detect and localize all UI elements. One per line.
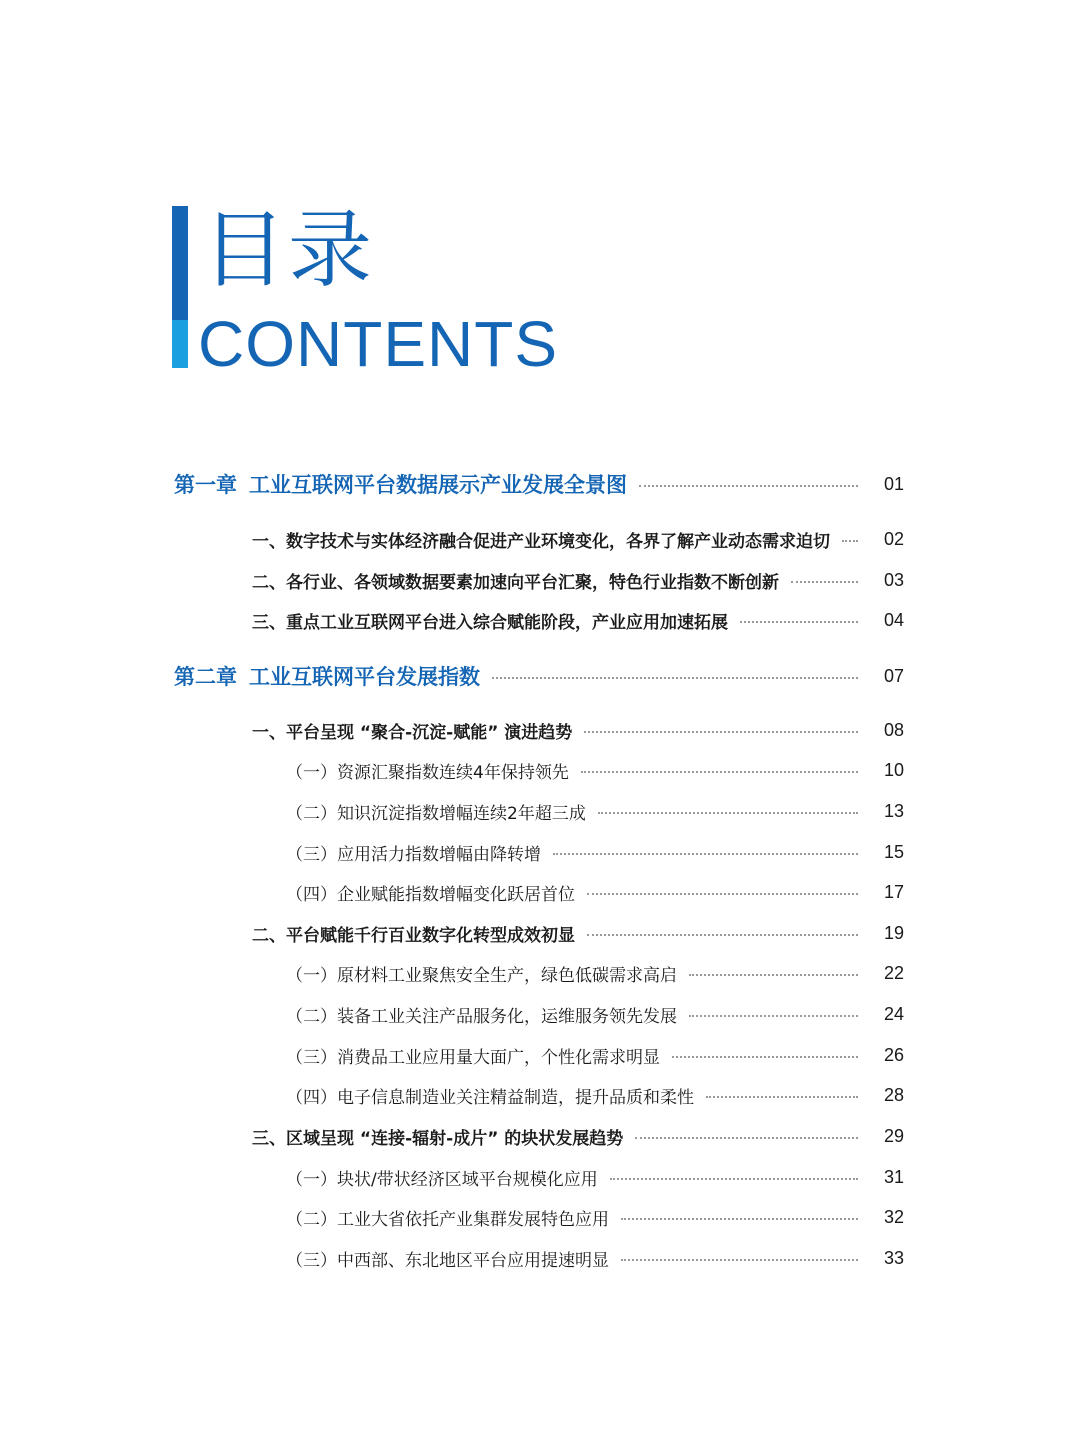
toc-page-number: 33	[883, 1247, 904, 1268]
dot-leader	[621, 1259, 858, 1261]
toc-entry-text: （一）资源汇聚指数连续4年保持领先	[286, 762, 569, 783]
dot-leader	[584, 731, 858, 733]
dot-leader	[621, 1218, 858, 1220]
toc-entry-section[interactable]	[252, 519, 904, 559]
dot-leader	[791, 581, 858, 583]
toc-entry-sub[interactable]	[286, 791, 904, 831]
toc-entry-section[interactable]	[252, 913, 904, 953]
toc-entry-label	[286, 1083, 694, 1108]
toc-entry-text: 三、重点工业互联网平台进入综合赋能阶段，产业应用加速拓展	[252, 612, 728, 633]
dot-leader	[587, 934, 858, 936]
toc-page-number: 28	[883, 1084, 904, 1105]
chapter-number: 第二章	[174, 665, 237, 689]
toc-entry-section[interactable]	[252, 600, 904, 640]
toc-page-number: 22	[883, 962, 904, 983]
toc-entry-text: （三）消费品工业应用量大面广，个性化需求明显	[286, 1047, 660, 1068]
toc-page-number: 03	[883, 569, 904, 590]
dot-leader	[842, 540, 858, 542]
toc-entry-sub[interactable]	[286, 750, 904, 790]
toc-entry-text: 二、各行业、各领域数据要素加速向平台汇聚，特色行业指数不断创新	[252, 572, 779, 593]
page-title-en: CONTENTS	[198, 308, 558, 380]
toc-entry-label	[286, 1043, 660, 1068]
toc-entry-section[interactable]	[252, 710, 904, 750]
toc-page-number: 10	[883, 759, 904, 780]
toc-entry-label	[174, 661, 480, 691]
toc-entry-text: （三）中西部、东北地区平台应用提速明显	[286, 1250, 609, 1271]
toc-entry-sub[interactable]	[286, 1238, 904, 1278]
dot-leader	[587, 893, 858, 895]
toc-page-number: 08	[883, 719, 904, 740]
toc-entry-text: 三、区域呈现 “连接-辐射-成片” 的块状发展趋势	[252, 1128, 624, 1149]
toc-entry-sub[interactable]	[286, 1157, 904, 1197]
toc-entry-sub[interactable]	[286, 994, 904, 1034]
toc-entry-text: 一、平台呈现 “聚合-沉淀-赋能” 演进趋势	[252, 722, 573, 743]
toc-entry-label	[252, 608, 728, 633]
dot-leader	[639, 485, 858, 487]
toc-page-number: 02	[883, 528, 904, 549]
toc-entry-label	[286, 840, 541, 865]
toc-entry-chapter[interactable]	[174, 656, 904, 696]
toc-page-number: 26	[883, 1044, 904, 1065]
dot-leader	[610, 1178, 858, 1180]
toc-entry-text: 工业互联网平台发展指数	[249, 665, 480, 689]
dot-leader	[672, 1056, 858, 1058]
toc-entry-label	[286, 961, 677, 986]
toc-entry-text: （四）电子信息制造业关注精益制造，提升品质和柔性	[286, 1087, 694, 1108]
toc-entry-label	[252, 568, 779, 593]
toc-page-number: 19	[883, 922, 904, 943]
dot-leader	[581, 771, 858, 773]
toc-entry-label	[252, 1124, 623, 1149]
toc-page-number: 32	[883, 1206, 904, 1227]
toc-entry-text: （二）知识沉淀指数增幅连续2年超三成	[286, 803, 586, 824]
toc-page-number: 17	[883, 881, 904, 902]
toc-page-number: 01	[883, 473, 904, 494]
chapter-number: 第一章	[174, 473, 237, 497]
toc-page-number: 31	[883, 1166, 904, 1187]
dot-leader	[492, 677, 858, 679]
toc-page-number: 04	[883, 609, 904, 630]
dot-leader	[740, 621, 858, 623]
title-accent-bar-light	[172, 320, 188, 368]
toc-entry-label	[252, 718, 572, 743]
toc-entry-text: （四）企业赋能指数增幅变化跃居首位	[286, 884, 575, 905]
toc-entry-label	[286, 799, 586, 824]
toc-entry-label	[252, 921, 575, 946]
toc-entry-label	[174, 469, 627, 499]
toc-page-number: 13	[883, 800, 904, 821]
toc-entry-label	[252, 527, 830, 552]
toc-entry-sub[interactable]	[286, 1075, 904, 1115]
toc-entry-chapter[interactable]	[174, 464, 904, 504]
toc-entry-label	[286, 758, 569, 783]
toc-entry-sub[interactable]	[286, 1035, 904, 1075]
toc-entry-text: 二、平台赋能千行百业数字化转型成效初显	[252, 925, 575, 946]
title-accent-bar-dark	[172, 206, 188, 320]
toc-entry-text: （一）块状/带状经济区域平台规模化应用	[286, 1169, 598, 1190]
dot-leader	[706, 1096, 858, 1098]
dot-leader	[635, 1137, 858, 1139]
toc-entry-text: （一）原材料工业聚焦安全生产，绿色低碳需求高启	[286, 965, 677, 986]
toc-page-number: 15	[883, 841, 904, 862]
toc-entry-sub[interactable]	[286, 872, 904, 912]
toc-entry-sub[interactable]	[286, 1197, 904, 1237]
toc-entry-text: 工业互联网平台数据展示产业发展全景图	[249, 473, 627, 497]
toc-entry-text: （二）工业大省依托产业集群发展特色应用	[286, 1209, 609, 1230]
toc-page-number: 29	[883, 1125, 904, 1146]
toc-page-number: 24	[883, 1003, 904, 1024]
toc-entry-section[interactable]	[252, 560, 904, 600]
dot-leader	[598, 812, 858, 814]
toc-entry-text: （三）应用活力指数增幅由降转增	[286, 844, 541, 865]
toc-entry-sub[interactable]	[286, 953, 904, 993]
page-title-cn: 目录	[202, 201, 375, 299]
toc-entry-text: （二）装备工业关注产品服务化，运维服务领先发展	[286, 1006, 677, 1027]
toc-page-number: 07	[883, 665, 904, 686]
dot-leader	[689, 974, 858, 976]
dot-leader	[689, 1015, 858, 1017]
toc-entry-label	[286, 880, 575, 905]
toc-entry-label	[286, 1002, 677, 1027]
toc-entry-label	[286, 1205, 609, 1230]
dot-leader	[553, 853, 858, 855]
toc-entry-text: 一、数字技术与实体经济融合促进产业环境变化，各界了解产业动态需求迫切	[252, 531, 830, 552]
toc-entry-sub[interactable]	[286, 832, 904, 872]
toc-entry-label	[286, 1165, 598, 1190]
toc-entry-section[interactable]	[252, 1116, 904, 1156]
toc-entry-label	[286, 1246, 609, 1271]
